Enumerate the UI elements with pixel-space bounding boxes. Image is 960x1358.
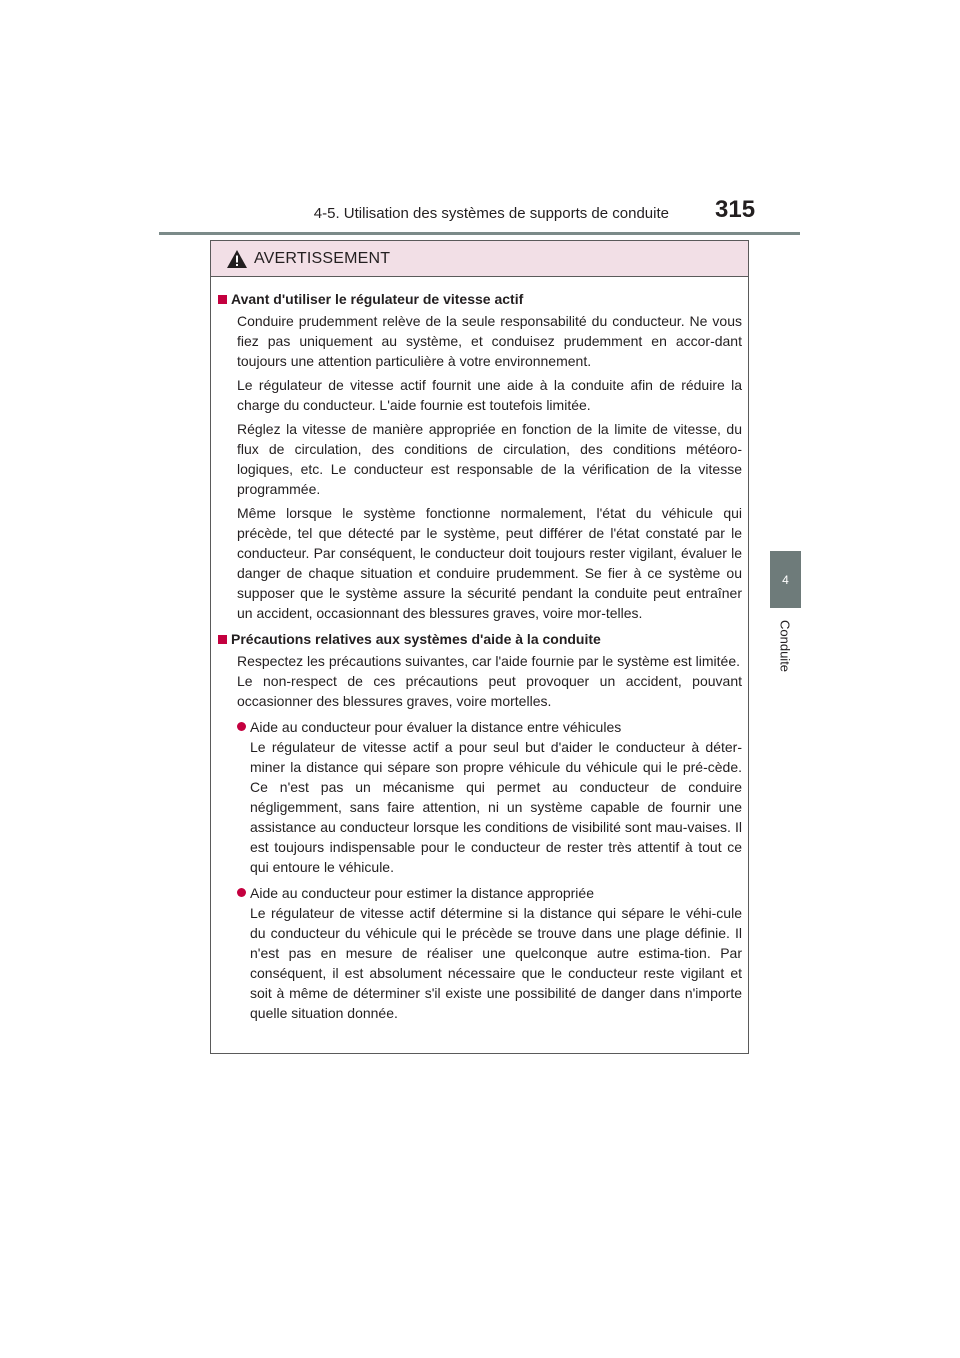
list-item-text: Le régulateur de vitesse actif a pour seul but d'aider le conducteur à déter-miner la distance qui sépare son propre véhicule du véhicule qui le pré-cède. Ce n'est pas un mécanisme qui permet au conducteur de conduire négligemment, sans faire attention, ni un système capable de fournir une assistance au conducteur lorsque les conditions de visibilité sont mau-vaises. Il est toujours indispensable pour le conducteur de rester très attentif à tout ce qui entoure le véhicule. bbox=[250, 739, 742, 875]
header-rule bbox=[159, 232, 800, 235]
page-number: 315 bbox=[715, 196, 756, 223]
paragraph: Même lorsque le système fonctionne normalement, l'état du véhicule qui précède, tel que détecté par le système, peut différer de l'état constaté par le conducteur. Par conséquent, le conducteur doit toujours rester vigilant, évaluer le danger de chaque situation et conduire prudemment. Se fier à ce système ou supposer que le système assure la sécurité pendant la conduite peut entraîner un accident, occasionnant des blessures graves, voire mor-telles. bbox=[237, 505, 742, 621]
paragraph: Réglez la vitesse de manière appropriée en fonction de la limite de vitesse, du flux de circulation, des conditions de circulation, des conditions météoro-logiques, etc. Le conducteur est responsable de la vérification de la vitesse programmée. bbox=[237, 421, 742, 497]
warning-body bbox=[211, 277, 748, 1023]
dot-bullet-icon bbox=[237, 722, 246, 731]
section-heading bbox=[218, 289, 742, 309]
list-item-content bbox=[250, 883, 742, 1023]
paragraph: Le régulateur de vitesse actif fournit une aide à la conduite afin de réduire la charge du conducteur. L'aide fournie est toutefois limitée. bbox=[237, 377, 742, 413]
paragraph: Conduire prudemment relève de la seule responsabilité du conducteur. Ne vous fiez pas uniquement au système, et conduisez prudemment en accor-dant toujours une attention particulière à votre environnement. bbox=[237, 313, 742, 369]
list-item bbox=[237, 883, 742, 1023]
chapter-label: Conduite bbox=[777, 619, 793, 673]
warning-box bbox=[210, 240, 749, 1054]
square-bullet-icon bbox=[218, 635, 227, 644]
paragraph: Le non-respect de ces précautions peut provoquer un accident, pouvant occasionner des blessures graves, voire mortelles. bbox=[237, 673, 742, 709]
list-item bbox=[237, 717, 742, 877]
warning-triangle-icon bbox=[226, 249, 248, 269]
header-title: 4-5. Utilisation des systèmes de supports de conduite bbox=[313, 205, 669, 222]
chapter-tab: 4 bbox=[770, 551, 801, 608]
section-heading-text: Précautions relatives aux systèmes d'aide à la conduite bbox=[231, 631, 601, 647]
warning-header bbox=[211, 241, 748, 277]
section-heading-text: Avant d'utiliser le régulateur de vitesse actif bbox=[231, 291, 524, 307]
list-item-text: Le régulateur de vitesse actif détermine si la distance qui sépare le véhi-cule du conducteur du véhicule qui le précède se trouve dans une plage définie. Il n'est pas en mesure de réaliser une quelconque autre estima-tion. Par conséquent, il est absolument nécessaire que le conducteur reste vigilant et soit à même de déterminer s'il existe une possibilité de danger dans n'importe quelle situation donnée. bbox=[250, 905, 742, 1021]
list-item-title: Aide au conducteur pour évaluer la distance entre véhicules bbox=[250, 719, 622, 735]
section-heading bbox=[218, 629, 742, 649]
dot-bullet-icon bbox=[237, 888, 246, 897]
list-item-title: Aide au conducteur pour estimer la distance appropriée bbox=[250, 885, 594, 901]
list-item-content bbox=[250, 717, 742, 877]
warning-title: AVERTISSEMENT bbox=[254, 249, 391, 267]
square-bullet-icon bbox=[218, 295, 227, 304]
paragraph: Respectez les précautions suivantes, car l'aide fournie par le système est limitée. bbox=[237, 653, 741, 669]
